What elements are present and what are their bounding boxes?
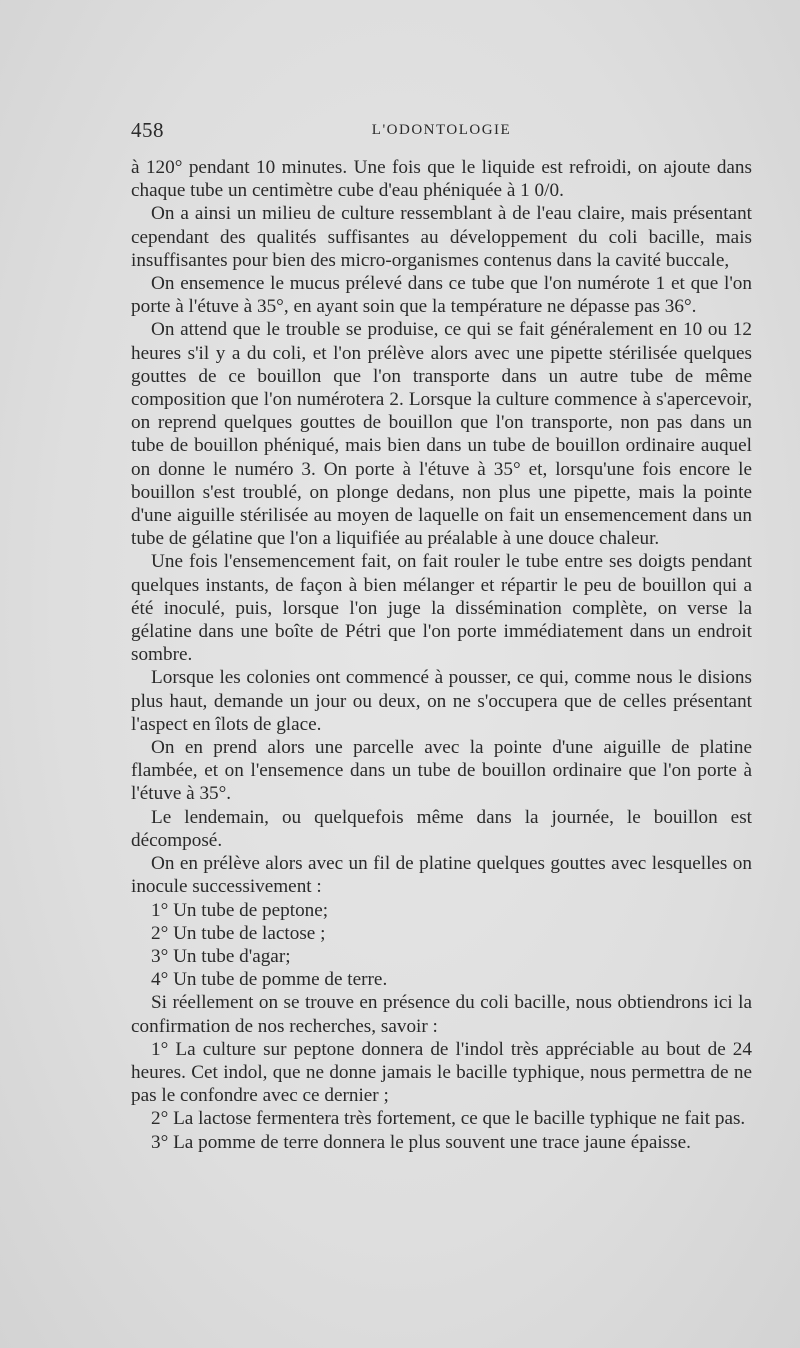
body-text — [131, 156, 752, 1154]
paragraph: On en prélève alors avec un fil de platine quelques gouttes avec lesquelles on inocule successivement : — [131, 853, 752, 898]
list-item: 2° La lactose fermentera très fortement, ce que le bacille typhique ne fait pas. — [151, 1108, 746, 1130]
paragraph: Le lendemain, ou quelquefois même dans la journée, le bouillon est décomposé. — [131, 806, 752, 851]
list-item: 1° La culture sur peptone donnera de l'indol très appréciable au bout de 24 heures. Cet indol, que ne donne jamais le bacille typhique, nous permettra de ne pas le confondre avec ce dernier ; — [131, 1038, 752, 1107]
paragraph: On en prend alors une parcelle avec la pointe d'une aiguille de platine flambée, et on l'ensemence dans un tube de bouillon ordinaire que l'on porte à l'étuve à 35°. — [131, 737, 752, 805]
paragraph: On attend que le trouble se produise, ce qui se fait généralement en 10 ou 12 heures s'il y a du coli, et l'on prélève alors avec une pipette stérilisée quelques gouttes de ce bouillon que l'on transporte dans un autre tube de même composition que l'on numérotera 2. Lorsque la culture commence à s'apercevoir, on reprend quelques gouttes de bouillon que l'on transporte, non pas dans un tube de bouillon phéniqué, mais bien dans un tube de bouillon ordinaire auquel on donne le numéro 3. On porte à l'étuve à 35° et, lorsqu'une fois encore le bouillon s'est troublé, on plonge dedans, non plus une pipette, mais la pointe d'une aiguille stérilisée au moyen de laquelle on fait un ensemencement dans un tube de gélatine que l'on a liquifiée au préalable à une douce chaleur. — [131, 319, 752, 550]
list-item: 2° Un tube de lactose ; — [151, 922, 326, 944]
paragraph: On a ainsi un milieu de culture ressemblant à de l'eau claire, mais présentant cependant des qualités suffisantes au développement du coli bacille, mais insuffisantes pour bien des micro-organismes contenus dans la cavité buccale, — [131, 203, 752, 271]
paragraph: On ensemence le mucus prélevé dans ce tube que l'on numérote 1 et que l'on porte à l'étuve à 35°, en ayant soin que la température ne dépasse pas 36°. — [131, 273, 752, 318]
paragraph: à 120° pendant 10 minutes. Une fois que le liquide est refroidi, on ajoute dans chaque tube un centimètre cube d'eau phéniquée à 1 0/0. — [131, 157, 752, 202]
page-header — [131, 118, 752, 146]
list-item: 3° Un tube d'agar; — [151, 945, 291, 967]
list-item: 3° La pomme de terre donnera le plus souvent une trace jaune épaisse. — [151, 1131, 691, 1153]
paragraph: Une fois l'ensemencement fait, on fait rouler le tube entre ses doigts pendant quelques instants, de façon à bien mélanger et répartir le peu de bouillon qui a été inoculé, puis, lorsque l'on juge la dissémination complète, on verse la gélatine dans une boîte de Pétri que l'on porte immédiatement dans un endroit sombre. — [131, 551, 752, 666]
running-title: L'ODONTOLOGIE — [371, 122, 512, 138]
list-item: 4° Un tube de pomme de terre. — [151, 969, 388, 991]
page-number: 458 — [131, 118, 164, 142]
list-item: 1° Un tube de peptone; — [151, 899, 329, 921]
paragraph: Lorsque les colonies ont commencé à pousser, ce qui, comme nous le disions plus haut, demande un jour ou deux, on ne s'occupera que de celles présentant l'aspect en îlots de glace. — [131, 667, 752, 735]
paragraph: Si réellement on se trouve en présence du coli bacille, nous obtiendrons ici la confirmation de nos recherches, savoir : — [131, 992, 752, 1037]
